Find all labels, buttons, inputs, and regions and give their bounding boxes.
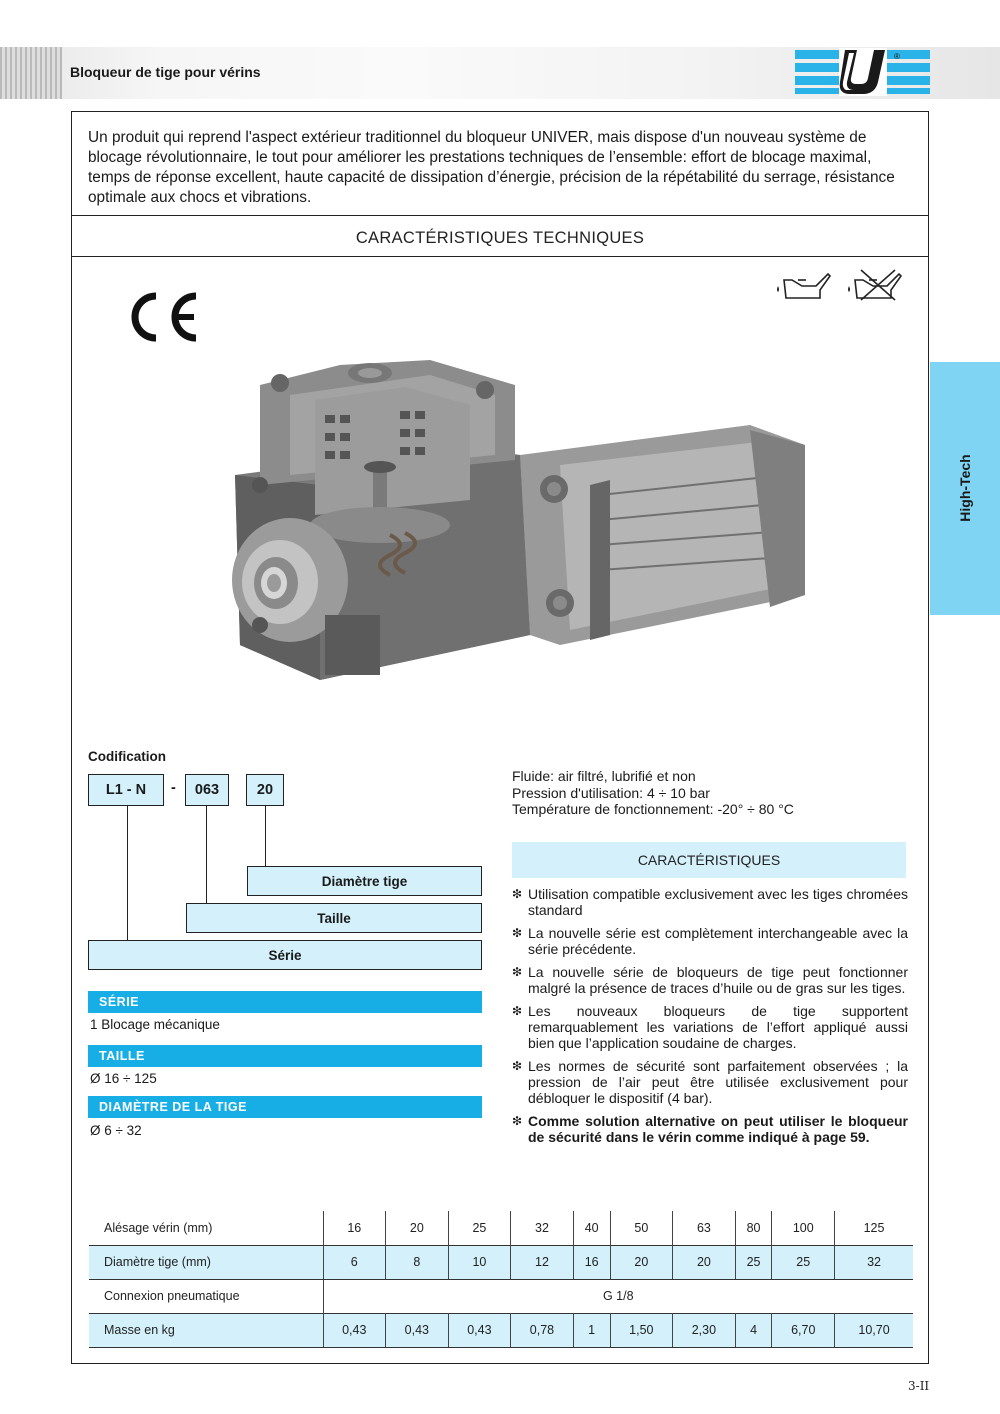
- table-cell: 16: [323, 1211, 386, 1245]
- bar-taille: Taille: [186, 903, 482, 933]
- table-cell: 100: [772, 1211, 835, 1245]
- table-cell: 20: [673, 1245, 736, 1279]
- table-cell: 125: [863, 1220, 885, 1235]
- registered-mark: ®: [894, 52, 900, 61]
- table-cell: 0,43: [386, 1313, 449, 1347]
- features-heading: CARACTÉRISTIQUES: [512, 842, 906, 878]
- table-cell: 0,43: [323, 1313, 386, 1347]
- side-tab-label: High-Tech: [957, 454, 973, 522]
- table-cell: G 1/8: [602, 1289, 634, 1303]
- table-cell: 12: [511, 1245, 574, 1279]
- table-cell: 10: [448, 1245, 511, 1279]
- code-diametre-box: 20: [246, 774, 284, 806]
- operating-conditions: [512, 768, 794, 818]
- list-item: ❇ La nouvelle série est complètement interchangeable avec la série précédente.: [512, 925, 908, 957]
- table-cell: 20: [386, 1211, 449, 1245]
- serie-heading: SÉRIE: [88, 991, 482, 1013]
- list-item: ❇ Les nouveaux bloqueurs de tige supportent remarquablement les variations de l’effort appliqué aussi bien que l’application soudaine de charges.: [512, 1003, 908, 1051]
- divider: [71, 215, 929, 216]
- bullet-icon: ❇: [512, 1059, 523, 1073]
- table-cell: 20: [610, 1245, 673, 1279]
- row-label: Alésage vérin (mm): [89, 1211, 323, 1245]
- bullet-icon: ❇: [512, 887, 523, 901]
- table-row: [89, 1211, 913, 1245]
- connector-line: [206, 806, 207, 903]
- divider: [71, 256, 929, 257]
- table-cell: 50: [610, 1211, 673, 1245]
- specifications-table: [89, 1211, 913, 1348]
- list-item: ❇ Utilisation compatible exclusivement avec les tiges chromées standard: [512, 886, 908, 918]
- features-list: [512, 886, 908, 1152]
- connector-line: [265, 806, 266, 866]
- table-cell: 80: [735, 1211, 772, 1245]
- table-cell: 1,50: [610, 1313, 673, 1347]
- univer-logo: [795, 48, 930, 96]
- lubricated-oil-can-icon: [772, 266, 832, 302]
- code-serie-box: L1 - N: [88, 774, 164, 806]
- row-label: Masse en kg: [89, 1313, 323, 1347]
- table-cell: 4: [735, 1313, 772, 1347]
- table-cell: 25: [772, 1245, 835, 1279]
- bar-diametre-tige: Diamètre tige: [247, 866, 482, 896]
- row-label: Connexion pneumatique: [89, 1279, 323, 1313]
- table-cell: 0,43: [448, 1313, 511, 1347]
- diametre-heading: DIAMÈTRE DE LA TIGE: [88, 1096, 482, 1118]
- bullet-icon: ❇: [512, 965, 523, 979]
- table-cell: 8: [386, 1245, 449, 1279]
- table-cell: 25: [448, 1211, 511, 1245]
- code-taille-box: 063: [185, 774, 229, 806]
- table-cell: 32: [835, 1245, 913, 1279]
- table-cell: 32: [511, 1211, 574, 1245]
- pressure-line: Pression d'utilisation: 4 ÷ 10 bar: [512, 784, 710, 801]
- fluid-line: Fluide: air filtré, lubrifié et non: [512, 768, 696, 784]
- table-cell: 6,70: [772, 1313, 835, 1347]
- rod-lock-product-illustration: [230, 345, 810, 695]
- table-cell: 63: [673, 1211, 736, 1245]
- table-cell: 6: [323, 1245, 386, 1279]
- taille-heading: TAILLE: [88, 1045, 482, 1067]
- page-title: Bloqueur de tige pour vérins: [70, 64, 261, 80]
- codification-label: Codification: [88, 749, 166, 764]
- table-row: [89, 1279, 913, 1313]
- page-number: 3-II: [908, 1379, 930, 1393]
- header-stripes: [0, 47, 62, 99]
- table-cell: 10,70: [835, 1313, 913, 1347]
- bar-serie: Série: [88, 940, 482, 970]
- temperature-line: Température de fonctionnement: -20° ÷ 80 °C: [512, 801, 794, 817]
- table-cell: 16: [573, 1245, 610, 1279]
- table-cell: 2,30: [673, 1313, 736, 1347]
- table-cell: 40: [573, 1211, 610, 1245]
- table-cell: 1: [573, 1313, 610, 1347]
- row-label: Diamètre tige (mm): [89, 1245, 323, 1279]
- table-cell: 25: [735, 1245, 772, 1279]
- section-title: CARACTÉRISTIQUES TECHNIQUES: [355, 229, 645, 247]
- table-row: [89, 1313, 913, 1347]
- list-item: ❇ Les normes de sécurité sont parfaitement observées ; la pression de l’air peut être utilisée exclusivement pour débloquer le dispositif (4 bar).: [512, 1058, 908, 1106]
- non-lubricated-oil-can-icon: [843, 266, 903, 302]
- connector-line: [127, 806, 128, 940]
- bullet-icon: ❇: [512, 1004, 523, 1018]
- ce-mark-icon: [126, 290, 202, 344]
- table-row: [89, 1245, 913, 1279]
- intro-paragraph: Un produit qui reprend l'aspect extérieur traditionnel du bloqueur UNIVER, mais dispose d'un nouveau système de blocage révolutionnaire, le tout pour améliorer les prestations techniques de l’ensemble: effort de blocage maximal, temps de réponse excellent, haute capacité de dissipation d’énergie, précision de la répétabilité du serrage, résistance optimale aux chocs et vibrations.: [88, 129, 895, 206]
- serie-value: 1 Blocage mécanique: [90, 1017, 220, 1032]
- bullet-icon: ❇: [512, 926, 523, 940]
- bullet-icon: ❇: [512, 1114, 523, 1128]
- list-item: ❇ Comme solution alternative on peut utiliser le bloqueur de sécurité dans le vérin comme indiqué à page 59.: [512, 1113, 908, 1145]
- taille-value: Ø 16 ÷ 125: [90, 1071, 157, 1086]
- diametre-value: Ø 6 ÷ 32: [90, 1123, 142, 1138]
- list-item: ❇ La nouvelle série de bloqueurs de tige peut fonctionner malgré la présence de traces d’huile ou de gras sur les tiges.: [512, 964, 908, 996]
- table-cell: 0,78: [511, 1313, 574, 1347]
- code-separator: -: [171, 780, 176, 796]
